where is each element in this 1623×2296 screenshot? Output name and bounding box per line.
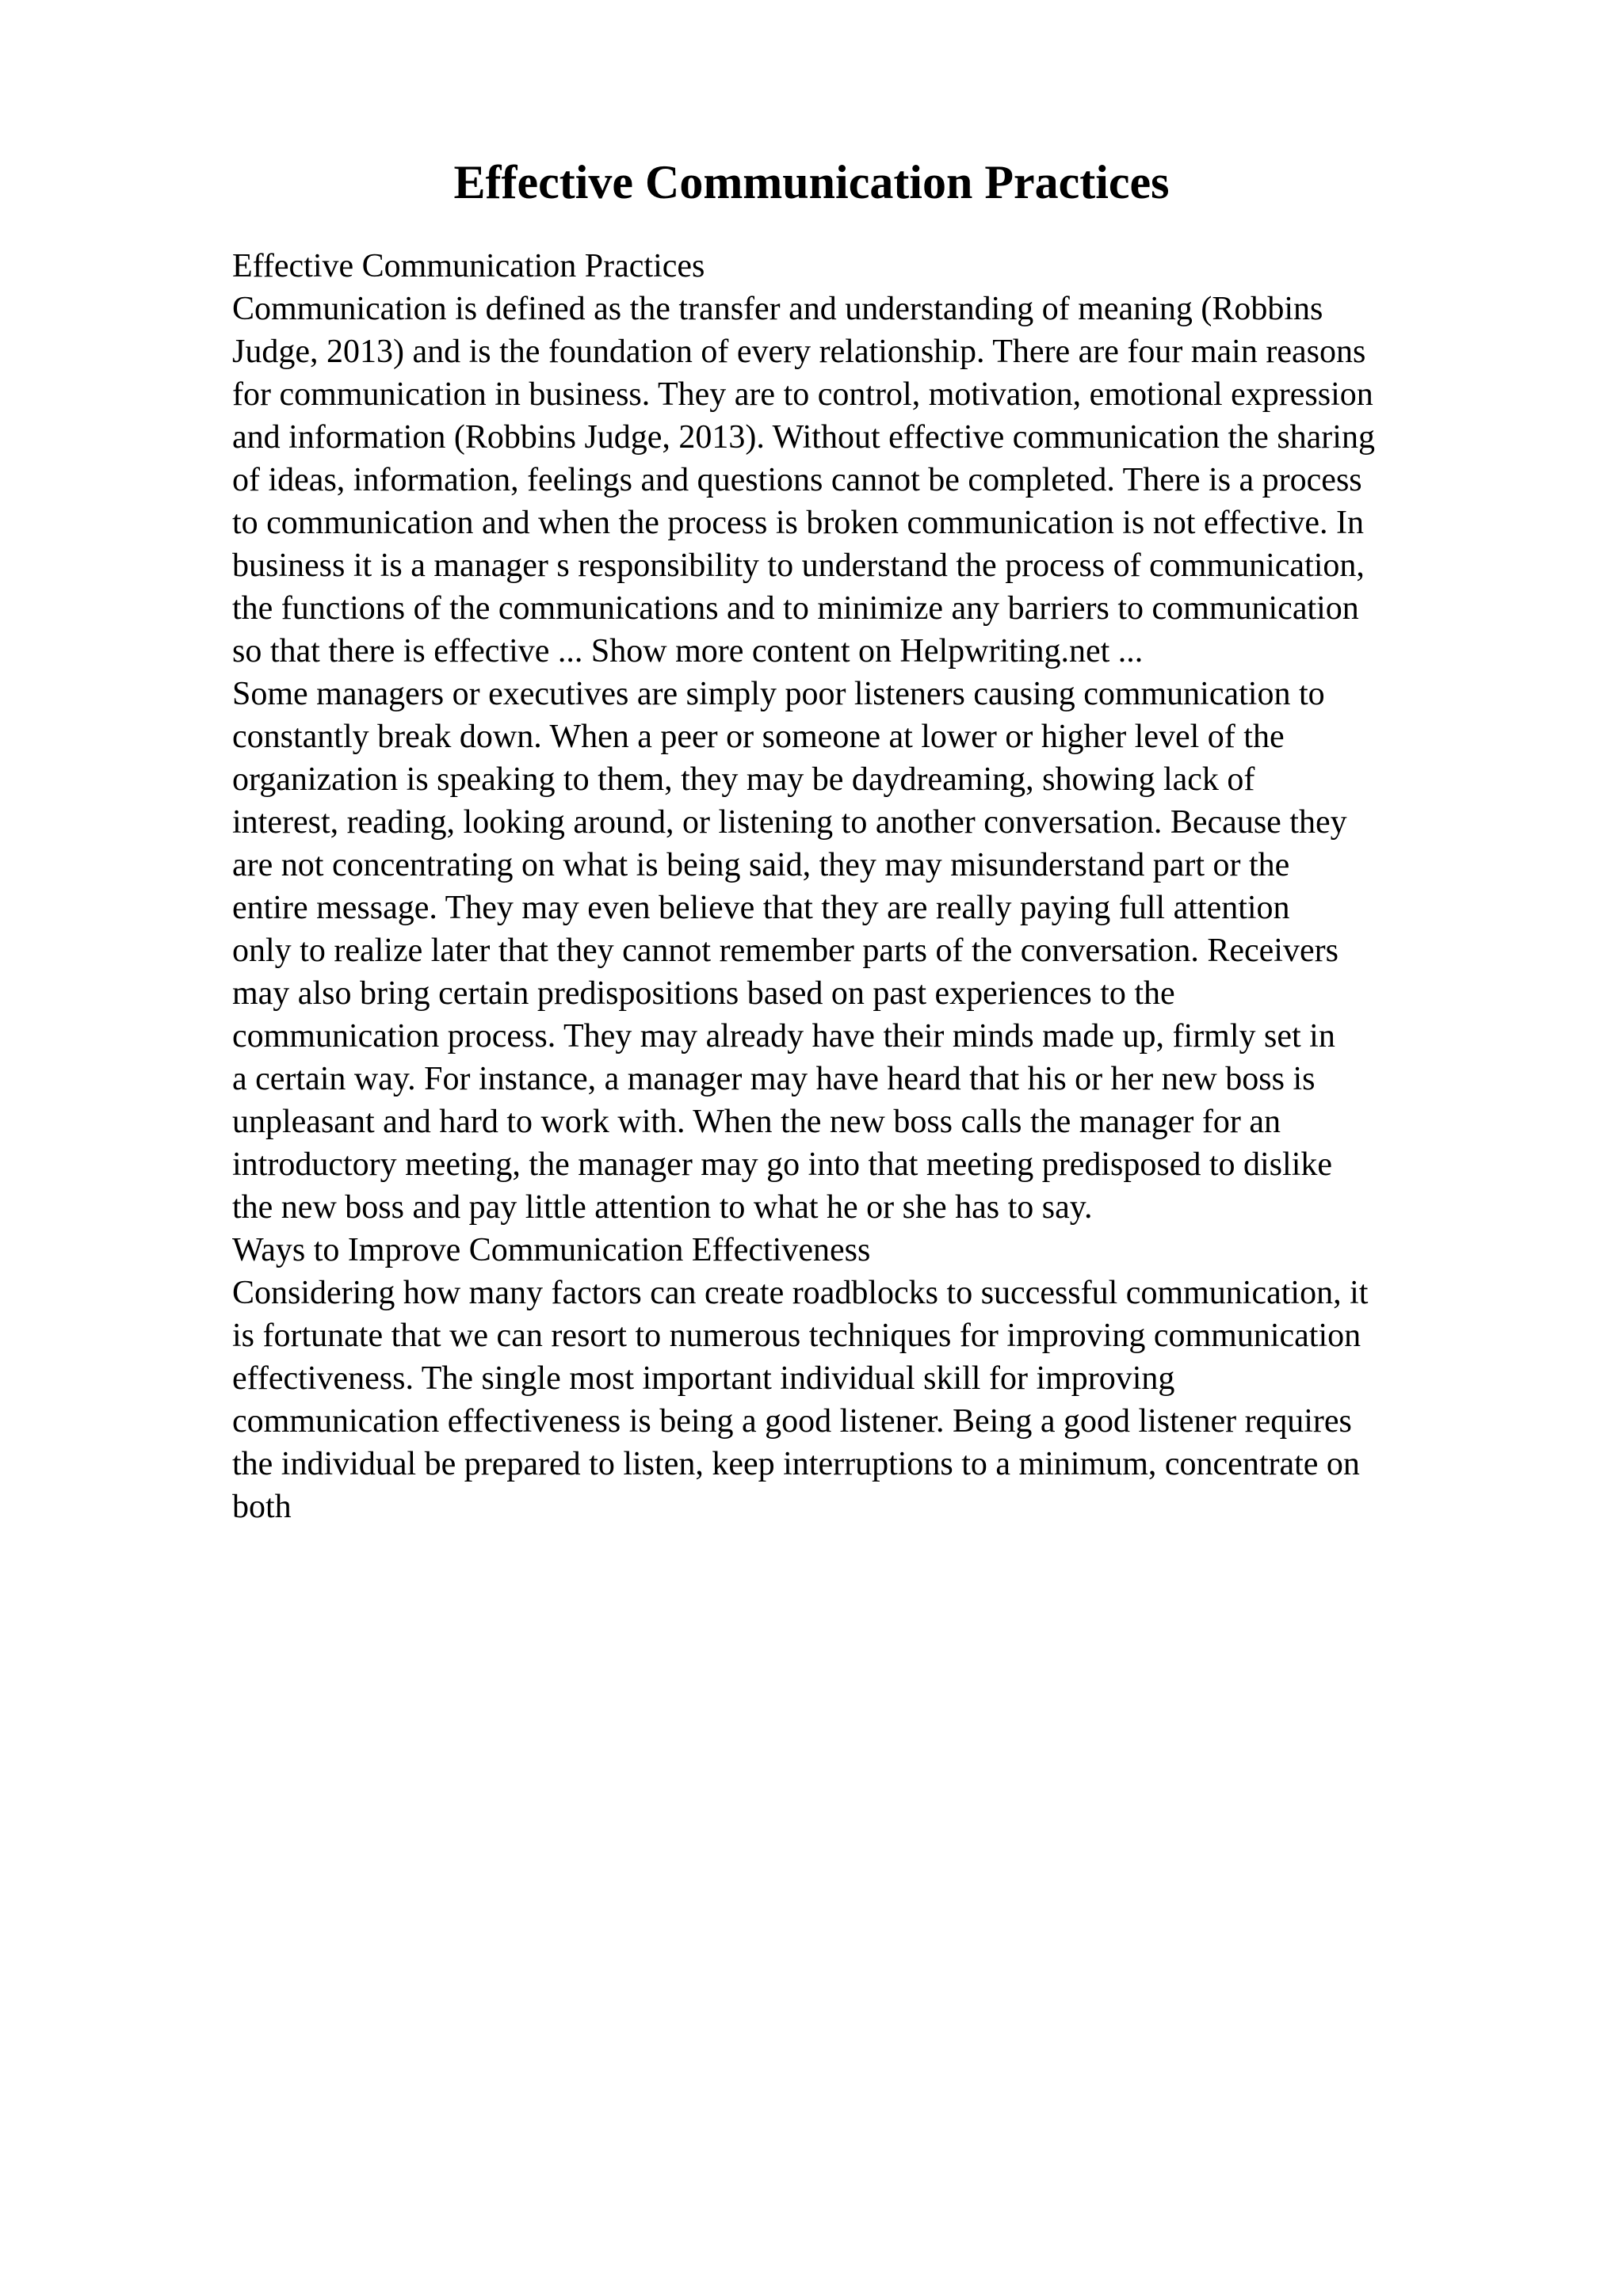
text-line: a certain way. For instance, a manager may have heard that his or her new boss is — [232, 1061, 1316, 1097]
text-line: and information (Robbins Judge, 2013). Without effective communication the sharing — [232, 419, 1375, 456]
text-line: so that there is effective ... Show more content on Helpwriting.net ... — [232, 633, 1144, 669]
text-line: Ways to Improve Communication Effectiveness — [232, 1232, 871, 1268]
document-title: Effective Communication Practices — [453, 156, 1170, 208]
text-line: the new boss and pay little attention to what he or she has to say. — [232, 1189, 1093, 1226]
text-line: business it is a manager s responsibility to understand the process of communication, — [232, 547, 1365, 584]
text-line: the individual be prepared to listen, keep interruptions to a minimum, concentrate on — [232, 1446, 1360, 1482]
text-line: constantly break down. When a peer or someone at lower or higher level of the — [232, 719, 1285, 755]
text-line: communication process. They may already have their minds made up, firmly set in — [232, 1018, 1335, 1055]
text-line: of ideas, information, feelings and questions cannot be completed. There is a process — [232, 462, 1362, 498]
text-line: to communication and when the process is broken communication is not effective. In — [232, 505, 1365, 541]
text-line: Effective Communication Practices — [232, 248, 705, 284]
text-line: are not concentrating on what is being said, they may misunderstand part or the — [232, 847, 1290, 883]
text-line: introductory meeting, the manager may go into that meeting predisposed to dislike — [232, 1146, 1333, 1183]
text-line: Some managers or executives are simply poor listeners causing communication to — [232, 676, 1325, 712]
text-line: Judge, 2013) and is the foundation of every relationship. There are four main reasons — [232, 334, 1366, 370]
text-line: the functions of the communications and to minimize any barriers to communication — [232, 590, 1359, 627]
text-line: may also bring certain predispositions based on past experiences to the — [232, 975, 1175, 1012]
text-line: organization is speaking to them, they may be daydreaming, showing lack of — [232, 761, 1255, 798]
text-line: effectiveness. The single most important individual skill for improving — [232, 1360, 1175, 1397]
text-line: communication effectiveness is being a good listener. Being a good listener requires — [232, 1403, 1352, 1440]
text-line: unpleasant and hard to work with. When the new boss calls the manager for an — [232, 1104, 1281, 1140]
text-line: Communication is defined as the transfer and understanding of meaning (Robbins — [232, 291, 1323, 327]
document-body — [232, 245, 1532, 1528]
text-line: for communication in business. They are to control, motivation, emotional expression — [232, 376, 1373, 413]
text-line: both — [232, 1489, 292, 1525]
text-line: interest, reading, looking around, or listening to another conversation. Because they — [232, 804, 1347, 841]
text-line: only to realize later that they cannot remember parts of the conversation. Receivers — [232, 933, 1338, 969]
text-line: entire message. They may even believe that they are really paying full attention — [232, 890, 1290, 926]
text-line: is fortunate that we can resort to numerous techniques for improving communication — [232, 1318, 1361, 1354]
text-line: Considering how many factors can create roadblocks to successful communication, it — [232, 1275, 1369, 1311]
